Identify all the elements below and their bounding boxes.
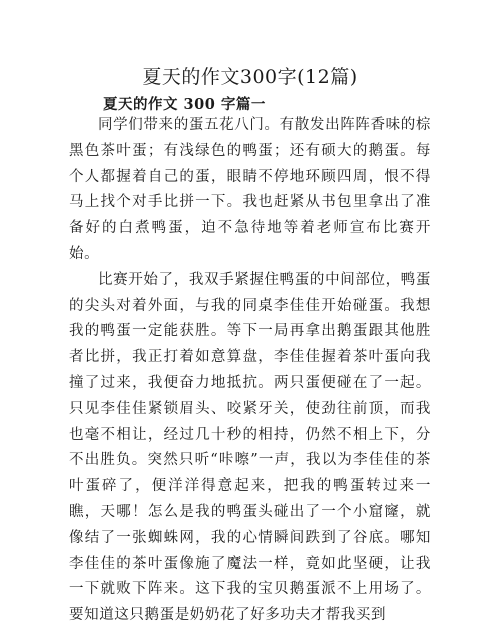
paragraph: 比赛开始了，我双手紧握住鸭蛋的中间部位，鸭蛋的尖头对着外面，与我的同桌李佳佳开始碰蛋。我想我的鸭蛋一定能获胜。等下一局再拿出鹅蛋跟其他胜者比拼，我正打着如意算盘，李佳佳握着茶叶蛋向我撞了过来，我便奋力地抵抗。两只蛋便碰在了一起。只见李佳佳紧锁眉头、咬紧牙关，使劲往前顶，而我也毫不相让，经过几十秒的相持，仍然不相上下，分不出胜负。突然只听“咔嚓”一声，我以为李佳佳的茶叶蛋碎了，便洋洋得意起来，把我的鸭蛋转过来一瞧，天哪！怎么是我的鸭蛋头碰出了一个小窟窿，就像结了一张蜘蛛网，我的心情瞬间跌到了谷底。哪知李佳佳的茶叶蛋像施了魔法一样，竟如此坚硬，让我一下就败下阵来。这下我的宝贝鹅蛋派不上用场了。要知道这只鹅蛋是奶奶花了好多功夫才帮我买到 — [69, 271, 431, 624]
document-title: 夏天的作文300字(12篇) — [142, 66, 358, 88]
document-body — [69, 113, 431, 629]
section-heading: 夏天的作文 300 字篇一 — [103, 96, 266, 113]
paragraph: 同学们带来的蛋五花八门。有散发出阵阵香味的棕黑色茶叶蛋；有浅绿色的鸭蛋；还有硕大的鹅蛋。每个人都握着自己的蛋，眼睛不停地环顾四周，恨不得马上找个对手比拼一下。我也赶紧从书包里拿出了准备好的白煮鸭蛋，迫不急待地等着老师宣布比赛开始。 — [69, 117, 431, 262]
